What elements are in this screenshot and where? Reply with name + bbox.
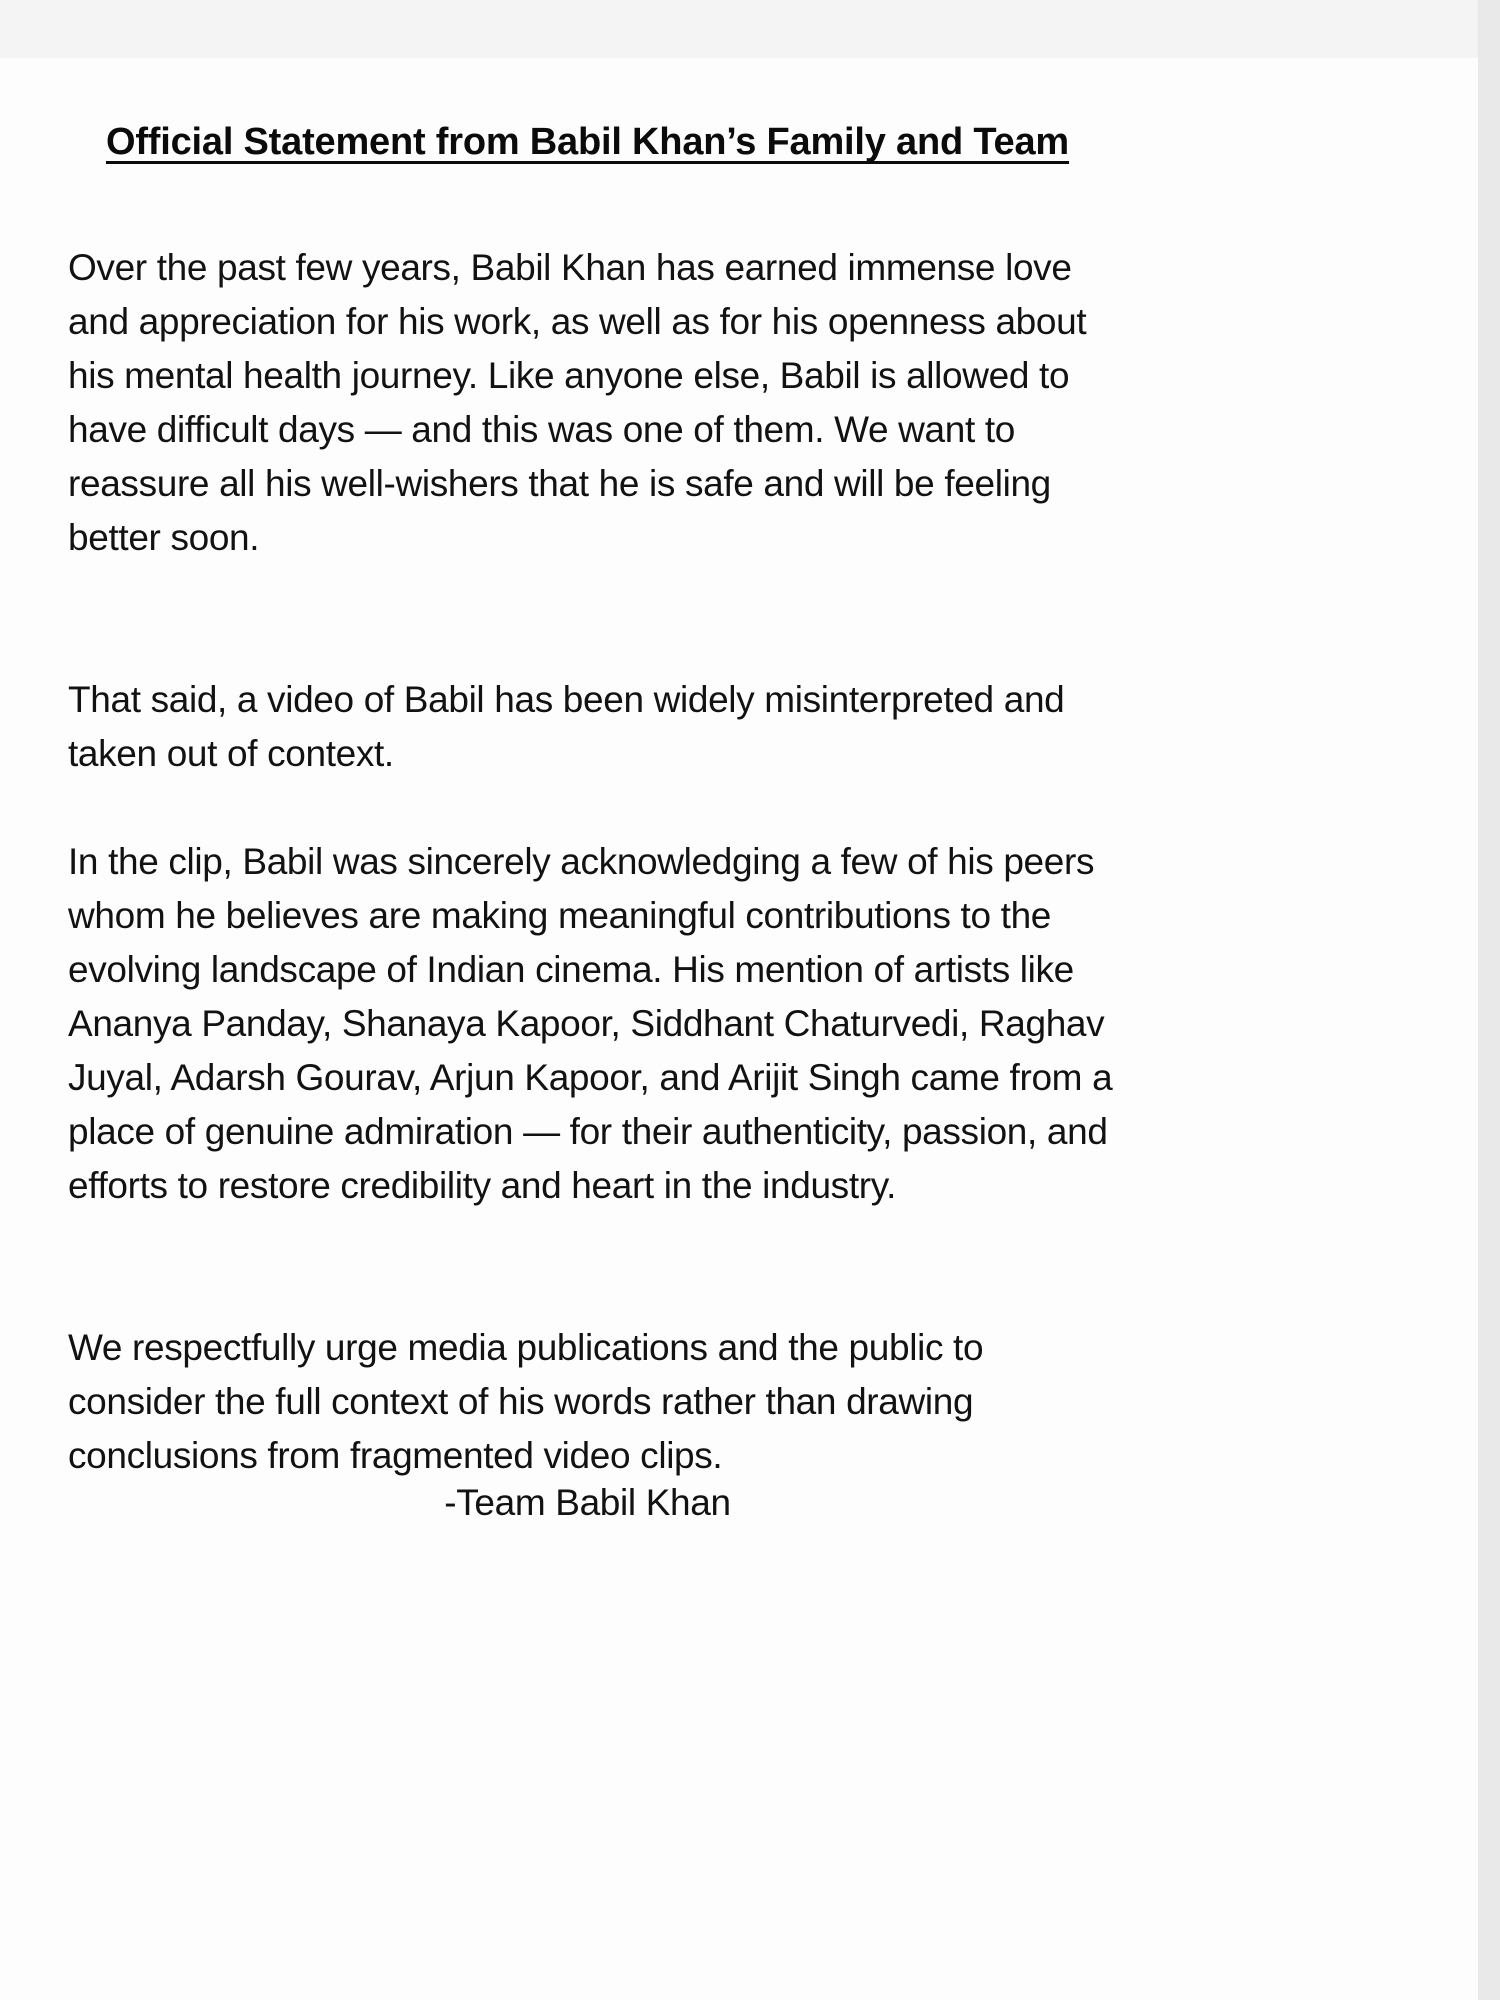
- document-sheet: [0, 58, 1478, 2000]
- paragraph-1: Over the past few years, Babil Khan has earned immense love and appreciation for his work, as well as for his openness about his mental health journey. Like anyone else, Babil is allowed to have difficult days — and this was one of them. We want to reassure all his well-wishers that he is safe and will be feeling better soon.: [68, 247, 1087, 558]
- top-edge-band: [0, 0, 1500, 58]
- paragraph-2: That said, a video of Babil has been widely misinterpreted and taken out of context.: [68, 679, 1065, 774]
- paragraph-3: In the clip, Babil was sincerely acknowledging a few of his peers whom he believes are making meaningful contributions to the evolving landscape of Indian cinema. His mention of artists like Ananya Panday, Shanaya Kapoor, Siddhant Chaturvedi, Raghav Juyal, Adarsh Gourav, Arjun Kapoor, and Arijit Singh came from a place of genuine admiration — for their authenticity, passion, and efforts to restore credibility and heart in the industry.: [68, 841, 1113, 1206]
- right-edge-band: [1478, 0, 1500, 2000]
- document-title: Official Statement from Babil Khan’s Family and Team: [105, 121, 1070, 164]
- signature-line: -Team Babil Khan: [444, 1482, 731, 1523]
- paragraph-4: We respectfully urge media publications and the public to consider the full context of his words rather than drawing conclusions from fragmented video clips.: [68, 1327, 984, 1476]
